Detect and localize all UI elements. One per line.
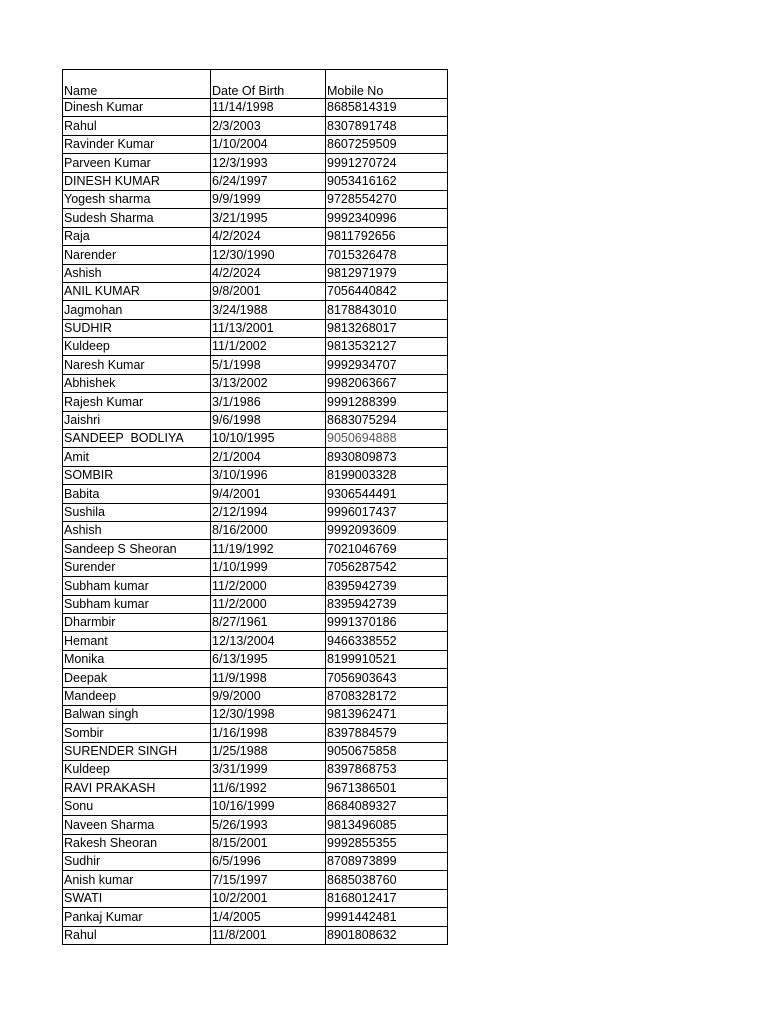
cell-date-of-birth: 9/6/1998 [211, 411, 326, 429]
cell-name: Rahul [63, 117, 211, 135]
cell-date-of-birth: 5/1/1998 [211, 356, 326, 374]
table-row [63, 816, 448, 834]
table-row [63, 761, 448, 779]
cell-date-of-birth: 11/1/2002 [211, 338, 326, 356]
table-row [63, 393, 448, 411]
table-row [63, 705, 448, 723]
cell-mobile-no: 9671386501 [326, 779, 448, 797]
cell-mobile-no: 8684089327 [326, 797, 448, 815]
cell-name: Surender [63, 558, 211, 576]
table-body [63, 99, 448, 945]
table-row [63, 374, 448, 392]
cell-mobile-no: 9992855355 [326, 834, 448, 852]
cell-date-of-birth: 8/16/2000 [211, 521, 326, 539]
cell-date-of-birth: 11/2/2000 [211, 577, 326, 595]
cell-date-of-birth: 9/9/1999 [211, 190, 326, 208]
table-row [63, 853, 448, 871]
table-row [63, 669, 448, 687]
cell-mobile-no: 9812971979 [326, 264, 448, 282]
cell-mobile-no: 9813268017 [326, 319, 448, 337]
cell-mobile-no: 8607259509 [326, 135, 448, 153]
cell-date-of-birth: 12/30/1990 [211, 246, 326, 264]
cell-name: Sudhir [63, 853, 211, 871]
header-name: Name [63, 70, 211, 99]
cell-name: SANDEEP BODLIYA [63, 430, 211, 448]
cell-mobile-no: 8168012417 [326, 889, 448, 907]
table-row [63, 540, 448, 558]
cell-mobile-no: 9991442481 [326, 908, 448, 926]
cell-mobile-no: 8708973899 [326, 853, 448, 871]
cell-date-of-birth: 11/14/1998 [211, 99, 326, 117]
cell-mobile-no: 7015326478 [326, 246, 448, 264]
cell-name: Jaishri [63, 411, 211, 429]
table-row [63, 632, 448, 650]
cell-date-of-birth: 8/27/1961 [211, 613, 326, 631]
cell-mobile-no: 8397884579 [326, 724, 448, 742]
cell-date-of-birth: 2/12/1994 [211, 503, 326, 521]
cell-mobile-no: 9982063667 [326, 374, 448, 392]
cell-mobile-no: 8708328172 [326, 687, 448, 705]
cell-mobile-no: 8685038760 [326, 871, 448, 889]
table-row [63, 779, 448, 797]
table-row [63, 430, 448, 448]
cell-mobile-no: 8307891748 [326, 117, 448, 135]
table-row [63, 338, 448, 356]
table-row [63, 117, 448, 135]
cell-name: Subham kumar [63, 595, 211, 613]
table-row [63, 724, 448, 742]
cell-mobile-no: 7021046769 [326, 540, 448, 558]
table-row [63, 521, 448, 539]
cell-name: Monika [63, 650, 211, 668]
cell-date-of-birth: 8/15/2001 [211, 834, 326, 852]
header-row [63, 70, 448, 99]
cell-date-of-birth: 11/8/2001 [211, 926, 326, 944]
cell-mobile-no: 8397868753 [326, 761, 448, 779]
cell-name: Raja [63, 227, 211, 245]
cell-name: Deepak [63, 669, 211, 687]
cell-mobile-no: 9813496085 [326, 816, 448, 834]
cell-mobile-no: 9811792656 [326, 227, 448, 245]
cell-mobile-no: 9050694888 [326, 430, 448, 448]
table-row [63, 99, 448, 117]
cell-mobile-no: 9053416162 [326, 172, 448, 190]
cell-name: Kuldeep [63, 338, 211, 356]
cell-date-of-birth: 9/4/2001 [211, 485, 326, 503]
cell-name: Dharmbir [63, 613, 211, 631]
cell-name: Dinesh Kumar [63, 99, 211, 117]
cell-name: Rahul [63, 926, 211, 944]
cell-date-of-birth: 10/16/1999 [211, 797, 326, 815]
cell-date-of-birth: 7/15/1997 [211, 871, 326, 889]
header-mobile-no: Mobile No [326, 70, 448, 99]
cell-name: SUDHIR [63, 319, 211, 337]
cell-date-of-birth: 11/6/1992 [211, 779, 326, 797]
table-row [63, 246, 448, 264]
cell-name: Ashish [63, 521, 211, 539]
cell-date-of-birth: 3/21/1995 [211, 209, 326, 227]
cell-date-of-birth: 1/16/1998 [211, 724, 326, 742]
cell-name: Anish kumar [63, 871, 211, 889]
cell-name: SURENDER SINGH [63, 742, 211, 760]
table-row [63, 687, 448, 705]
cell-date-of-birth: 6/24/1997 [211, 172, 326, 190]
cell-name: Narender [63, 246, 211, 264]
cell-mobile-no: 7056287542 [326, 558, 448, 576]
cell-name: SWATI [63, 889, 211, 907]
cell-date-of-birth: 1/10/1999 [211, 558, 326, 576]
table-row [63, 871, 448, 889]
cell-mobile-no: 9728554270 [326, 190, 448, 208]
cell-mobile-no: 9991288399 [326, 393, 448, 411]
cell-name: Ravinder Kumar [63, 135, 211, 153]
cell-name: Mandeep [63, 687, 211, 705]
cell-date-of-birth: 11/19/1992 [211, 540, 326, 558]
table-row [63, 282, 448, 300]
table-row [63, 264, 448, 282]
cell-name: Kuldeep [63, 761, 211, 779]
cell-date-of-birth: 10/10/1995 [211, 430, 326, 448]
table-row [63, 319, 448, 337]
cell-date-of-birth: 1/10/2004 [211, 135, 326, 153]
cell-date-of-birth: 3/13/2002 [211, 374, 326, 392]
cell-date-of-birth: 3/10/1996 [211, 466, 326, 484]
table-row [63, 577, 448, 595]
cell-mobile-no: 7056440842 [326, 282, 448, 300]
contacts-table [62, 69, 448, 945]
cell-mobile-no: 9991270724 [326, 154, 448, 172]
cell-mobile-no: 8178843010 [326, 301, 448, 319]
table-row [63, 926, 448, 944]
cell-mobile-no: 9813532127 [326, 338, 448, 356]
table-row [63, 834, 448, 852]
cell-date-of-birth: 12/3/1993 [211, 154, 326, 172]
table-row [63, 154, 448, 172]
cell-mobile-no: 9992093609 [326, 521, 448, 539]
cell-date-of-birth: 9/8/2001 [211, 282, 326, 300]
cell-mobile-no: 9991370186 [326, 613, 448, 631]
cell-mobile-no: 9992340996 [326, 209, 448, 227]
cell-name: Sushila [63, 503, 211, 521]
table-row [63, 356, 448, 374]
cell-date-of-birth: 12/13/2004 [211, 632, 326, 650]
cell-name: Jagmohan [63, 301, 211, 319]
table-row [63, 485, 448, 503]
cell-mobile-no: 9050675858 [326, 742, 448, 760]
cell-mobile-no: 8199003328 [326, 466, 448, 484]
cell-date-of-birth: 3/1/1986 [211, 393, 326, 411]
table-row [63, 595, 448, 613]
cell-date-of-birth: 10/2/2001 [211, 889, 326, 907]
cell-mobile-no: 8395942739 [326, 577, 448, 595]
cell-date-of-birth: 3/31/1999 [211, 761, 326, 779]
table-row [63, 908, 448, 926]
cell-name: Sandeep S Sheoran [63, 540, 211, 558]
table-row [63, 135, 448, 153]
cell-date-of-birth: 2/1/2004 [211, 448, 326, 466]
cell-mobile-no: 8395942739 [326, 595, 448, 613]
table-row [63, 503, 448, 521]
cell-mobile-no: 8930809873 [326, 448, 448, 466]
cell-name: Subham kumar [63, 577, 211, 595]
cell-mobile-no: 9813962471 [326, 705, 448, 723]
cell-mobile-no: 9996017437 [326, 503, 448, 521]
cell-date-of-birth: 6/13/1995 [211, 650, 326, 668]
table-row [63, 301, 448, 319]
table-row [63, 411, 448, 429]
cell-date-of-birth: 4/2/2024 [211, 264, 326, 282]
cell-name: Pankaj Kumar [63, 908, 211, 926]
cell-date-of-birth: 5/26/1993 [211, 816, 326, 834]
cell-name: SOMBIR [63, 466, 211, 484]
cell-name: Sonu [63, 797, 211, 815]
cell-date-of-birth: 11/2/2000 [211, 595, 326, 613]
table-row [63, 650, 448, 668]
table-row [63, 797, 448, 815]
cell-name: Parveen Kumar [63, 154, 211, 172]
cell-date-of-birth: 11/13/2001 [211, 319, 326, 337]
cell-date-of-birth: 4/2/2024 [211, 227, 326, 245]
table-row [63, 448, 448, 466]
cell-name: Rajesh Kumar [63, 393, 211, 411]
table-row [63, 889, 448, 907]
cell-mobile-no: 8685814319 [326, 99, 448, 117]
cell-mobile-no: 7056903643 [326, 669, 448, 687]
table-row [63, 613, 448, 631]
cell-date-of-birth: 3/24/1988 [211, 301, 326, 319]
cell-mobile-no: 9466338552 [326, 632, 448, 650]
cell-mobile-no: 8199910521 [326, 650, 448, 668]
cell-date-of-birth: 6/5/1996 [211, 853, 326, 871]
cell-name: Amit [63, 448, 211, 466]
cell-name: Naresh Kumar [63, 356, 211, 374]
cell-name: RAVI PRAKASH [63, 779, 211, 797]
cell-date-of-birth: 1/25/1988 [211, 742, 326, 760]
cell-name: Abhishek [63, 374, 211, 392]
cell-name: Rakesh Sheoran [63, 834, 211, 852]
cell-mobile-no: 9306544491 [326, 485, 448, 503]
table-row [63, 190, 448, 208]
cell-name: Naveen Sharma [63, 816, 211, 834]
cell-mobile-no: 9992934707 [326, 356, 448, 374]
cell-date-of-birth: 1/4/2005 [211, 908, 326, 926]
cell-date-of-birth: 11/9/1998 [211, 669, 326, 687]
table-row [63, 227, 448, 245]
cell-name: Babita [63, 485, 211, 503]
cell-name: Ashish [63, 264, 211, 282]
header-date-of-birth: Date Of Birth [211, 70, 326, 99]
cell-name: Hemant [63, 632, 211, 650]
cell-date-of-birth: 9/9/2000 [211, 687, 326, 705]
cell-mobile-no: 8901808632 [326, 926, 448, 944]
table-row [63, 558, 448, 576]
table-row [63, 742, 448, 760]
cell-name: Balwan singh [63, 705, 211, 723]
cell-mobile-no: 8683075294 [326, 411, 448, 429]
cell-name: Sombir [63, 724, 211, 742]
table-row [63, 172, 448, 190]
cell-name: ANIL KUMAR [63, 282, 211, 300]
cell-name: Sudesh Sharma [63, 209, 211, 227]
cell-name: Yogesh sharma [63, 190, 211, 208]
table-row [63, 466, 448, 484]
cell-date-of-birth: 2/3/2003 [211, 117, 326, 135]
table-row [63, 209, 448, 227]
cell-date-of-birth: 12/30/1998 [211, 705, 326, 723]
cell-name: DINESH KUMAR [63, 172, 211, 190]
